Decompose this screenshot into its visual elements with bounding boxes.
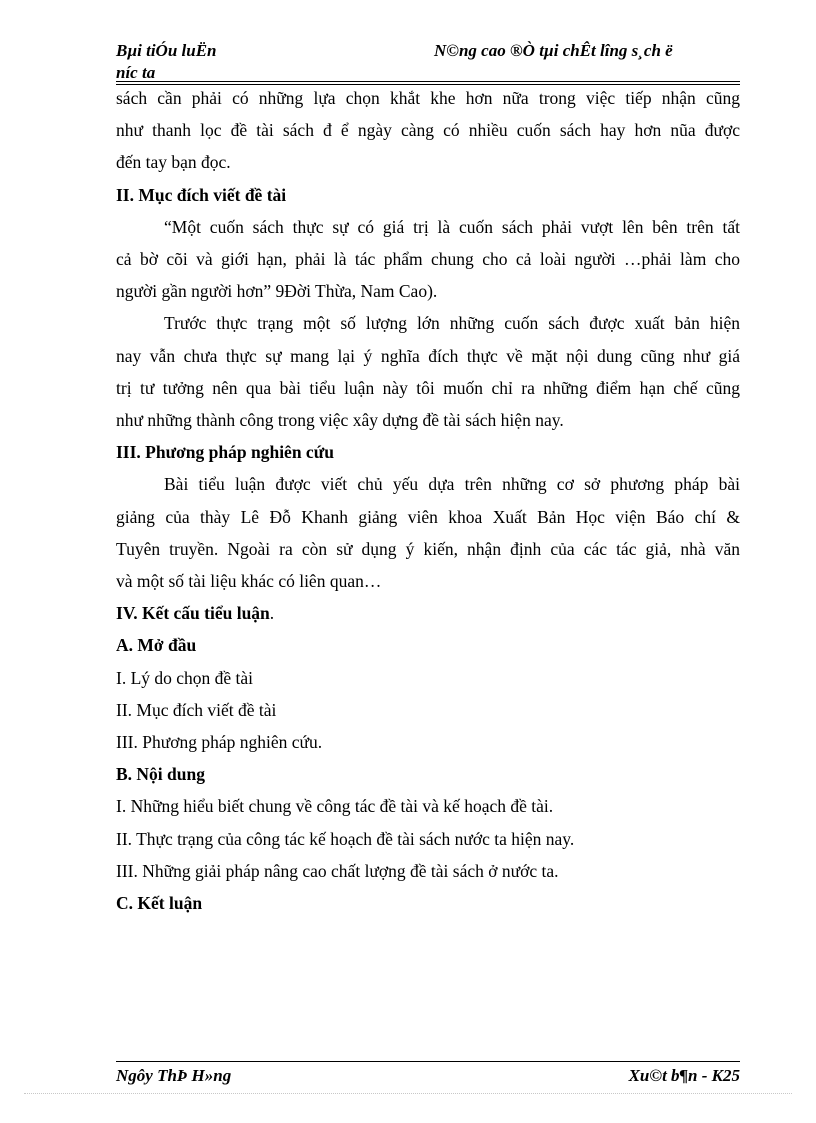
para4-line: giảng của thày Lê Đỗ Khanh giảng viên khoa Xuất Bản Học viện Báo chí & — [116, 506, 740, 527]
section-a-item: I. Lý do chọn đề tài — [116, 667, 254, 688]
document-body — [116, 82, 740, 919]
para4-line: Bài tiểu luận được viết chủ yếu dựa trên những cơ sở phương pháp bài — [164, 474, 740, 495]
para4-line: và một số tài liệu khác có liên quan… — [116, 571, 382, 592]
section-b-heading: B. Nội dung — [116, 764, 205, 785]
header-left-title: Bµi tiÓu luËn — [116, 41, 217, 60]
heading-structure — [116, 597, 740, 629]
heading-structure-period: . — [269, 603, 275, 624]
heading-purpose: II. Mục đích viết đề tài — [116, 184, 287, 205]
para1-line: đến tay bạn đọc. — [116, 152, 231, 173]
footer-class: Xu©t b¶n - K25 — [628, 1066, 740, 1085]
page-bottom-edge — [24, 1093, 792, 1094]
para1-line: sách cần phải có những lựa chọn khắt khe hơn nữa trong việc tiếp nhận cũng — [116, 88, 740, 108]
para3-line: Trước thực trạng một số lượng lớn những cuốn sách được xuất bản hiện — [164, 313, 740, 334]
section-b-item: II. Thực trạng của công tác kế hoạch đề tài sách nước ta hiện nay. — [116, 828, 575, 849]
para3-line: nay vẫn chưa thực sự mang lại ý nghĩa đích thực về mặt nội dung cũng như giá — [116, 345, 740, 366]
section-a-item: II. Mục đích viết đề tài — [116, 699, 277, 720]
section-b-item: III. Những giải pháp nâng cao chất lượng đề tài sách ở nước ta. — [116, 860, 559, 881]
section-a-heading: A. Mở đầu — [116, 635, 197, 656]
header-left-title-cont: níc ta — [116, 63, 156, 82]
para3-line: như những thành công trong việc xây dựng đề tài sách hiện nay. — [116, 410, 564, 431]
section-c-heading: C. Kết luận — [116, 893, 203, 914]
heading-method: III. Phương pháp nghiên cứu — [116, 442, 334, 463]
footer-author: Ngôy ThÞ H»ng — [116, 1066, 232, 1085]
para2-line: người gần người hơn” 9Đời Thừa, Nam Cao). — [116, 281, 438, 302]
header-right-title: N©ng cao ®Ò tµi chÊt lîng s¸ch ë — [434, 41, 673, 60]
section-b-item: I. Những hiểu biết chung về công tác đề tài và kế hoạch đề tài. — [116, 796, 554, 817]
para2-line: cả bờ cõi và giới hạn, phải là tác phẩm chung cho cả loài người …phải làm cho — [116, 249, 740, 270]
section-a-item: III. Phương pháp nghiên cứu. — [116, 732, 323, 753]
para4-line: Tuyên truyền. Ngoài ra còn sử dụng ý kiến, nhận định của các tác giả, nhà văn — [116, 538, 740, 559]
para1-line: như thanh lọc đề tài sách đ ể ngày càng có nhiều cuốn sách hay hơn nũa được — [116, 120, 740, 141]
para3-line: trị tư tưởng nên qua bài tiểu luận này tôi muốn chỉ ra những điểm hạn chế cũng — [116, 377, 740, 398]
footer-rule — [116, 1061, 740, 1062]
heading-structure-text: IV. Kết cấu tiểu luận — [116, 603, 270, 624]
para2-line: “Một cuốn sách thực sự có giá trị là cuốn sách phải vượt lên bên trên tất — [164, 216, 740, 237]
